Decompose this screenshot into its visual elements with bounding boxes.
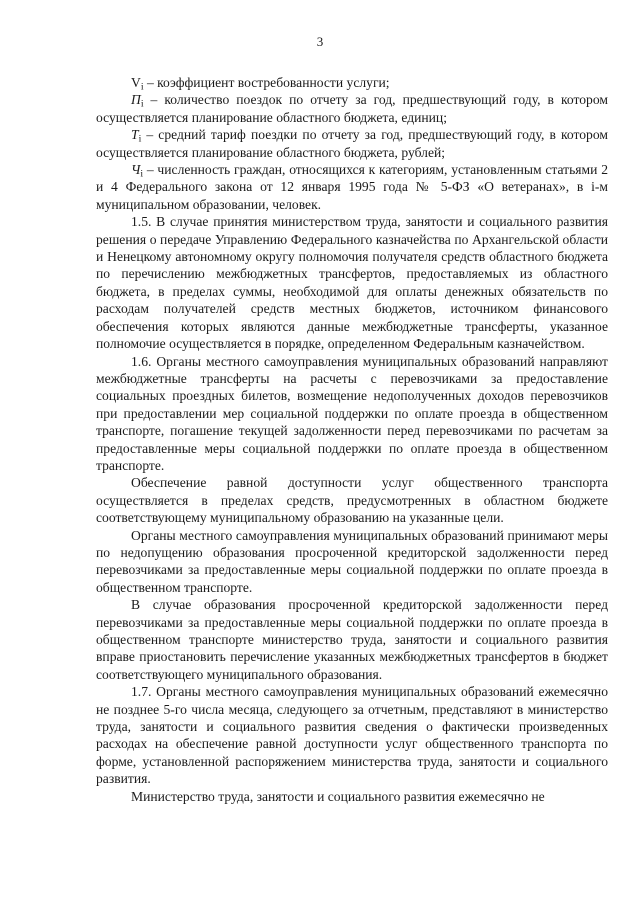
definition-ch (96, 161, 608, 213)
paragraph-transport-access: Обеспечение равной доступности услуг общественного транспорта осуществляется в пределах средств, предусмотренных в областном бюджете соответствующему муниципальному образованию на указанные цели. (96, 475, 608, 526)
symbol: V (131, 75, 141, 90)
document-body (96, 74, 608, 805)
symbol: Ч (131, 162, 141, 178)
symbol-subscript: i (138, 133, 142, 145)
definition-t (96, 126, 608, 161)
paragraph-1-5: 1.5. В случае принятия министерством труда, занятости и социального развития решения о передаче Управлению Федерального казначейства по Архангельской области и Ненецкому автономному округу полномочия получателя средств областного бюджета по перечислению межбюджетных трансфертов, предоставляемых из областного бюджета, в пределах суммы, необходимой для оплаты денежных обязательств по расходам получателей средств местных бюджетов, источником финансового обеспечения которых являются данные межбюджетные трансферты, указанное полномочие осуществляется в порядке, определенном Федеральным казначейством. (96, 214, 608, 352)
definition-text: – численность граждан, относящихся к категориям, установленным статьями 2 и 4 Федерального закона от 12 января 1995 года № 5-ФЗ «О ветеранах», в i-м муниципальном образовании, человек. (96, 162, 608, 212)
definition-v (96, 74, 608, 91)
symbol: П (131, 92, 141, 108)
paragraph-debt-prevention: Органы местного самоуправления муниципальных образований принимают меры по недопущению образования просроченной кредиторской задолженности перед перевозчиками за предоставленные меры социальной поддержки по оплате проезда в общественном транспорте. (96, 527, 608, 595)
symbol: T (131, 127, 139, 143)
paragraph-1-7: 1.7. Органы местного самоуправления муниципальных образований ежемесячно не позднее 5-го числа месяца, следующего за отчетным, представляют в министерство труда, занятости и социального развития сведения о фактически произведенных расходах на обеспечение равной доступности услуг общественного транспорта по форме, установленной распоряжением министерства труда, занятости и социального развития. (96, 684, 608, 787)
definition-text: – средний тариф поездки по отчету за год, предшествующий году, в котором осуществляется планирование областного бюджета, рублей; (96, 127, 608, 160)
page-number: 3 (316, 34, 324, 49)
symbol-subscript: i (140, 98, 144, 110)
paragraph-debt-suspension: В случае образования просроченной кредиторской задолженности перед перевозчиками за предоставленные меры социальной поддержки по оплате проезда в общественном транспорте министерство труда, занятости и социального развития вправе приостановить перечисление указанных межбюджетных трансфертов в бюджет соответствующего муниципального образования. (96, 597, 608, 682)
definition-text: – коэффициент востребованности услуги; (143, 75, 390, 90)
paragraph-ministry: Министерство труда, занятости и социального развития ежемесячно не (131, 788, 545, 804)
symbol-subscript: i (140, 168, 144, 180)
definition-p (96, 91, 608, 126)
definition-text: – количество поездок по отчету за год, предшествующий году, в котором осуществляется планирование областного бюджета, единиц; (96, 92, 608, 125)
paragraph-1-6: 1.6. Органы местного самоуправления муниципальных образований направляют межбюджетные трансферты на расчеты с перевозчиками за предоставление социальных проездных билетов, возмещение недополученных доходов перевозчиков при предоставлении мер социальной поддержки по оплате проезда в общественном транспорте, погашение текущей задолженности перед перевозчиками по расчетам за предоставленные меры социальной поддержки по оплате проезда в общественном транспорте. (96, 353, 608, 473)
symbol-subscript: i (140, 81, 144, 93)
